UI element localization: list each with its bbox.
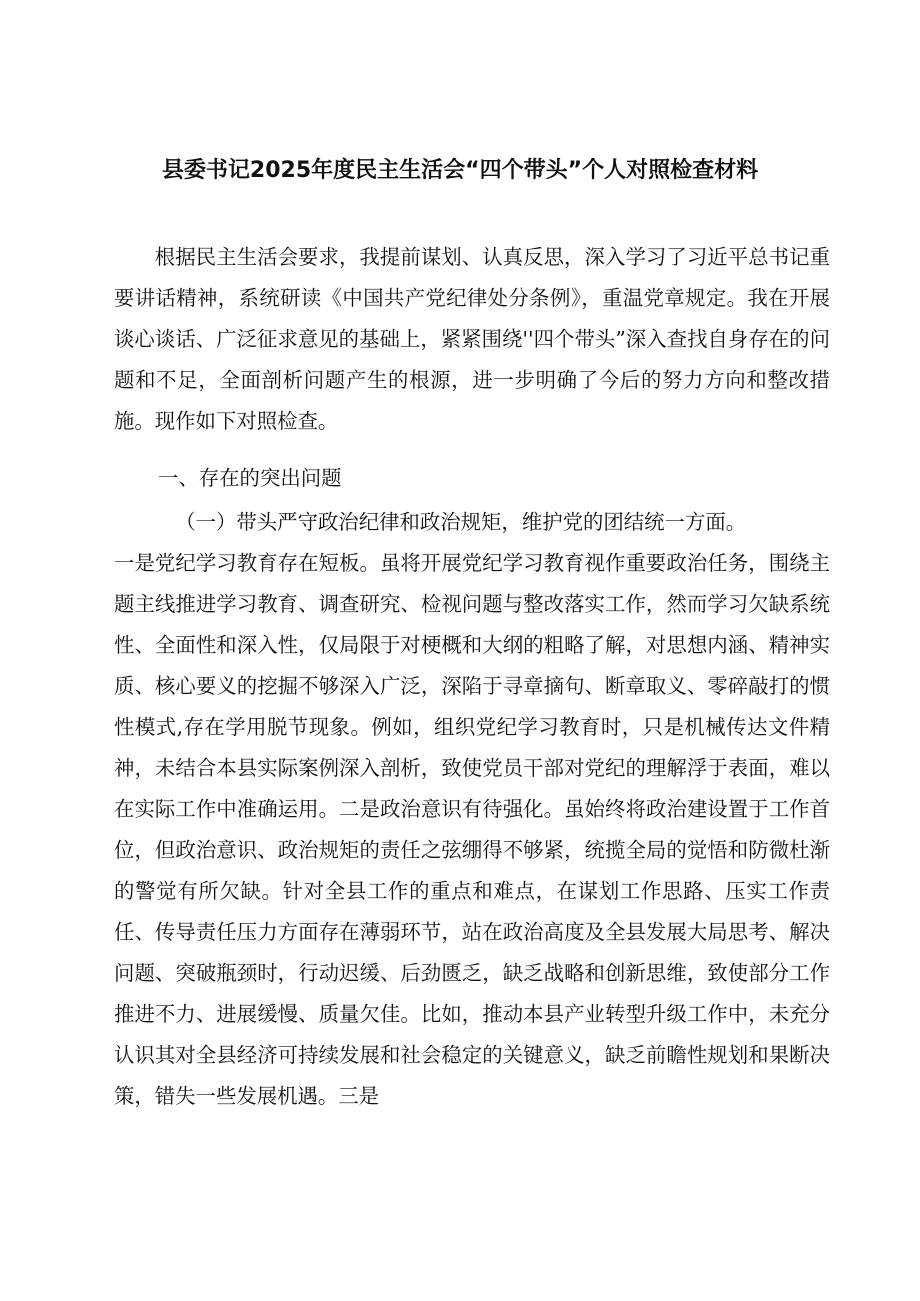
intro-paragraph: 根据民主生活会要求，我提前谋划、认真反思，深入学习了习近平总书记重要讲话精神，系统研读《中国共产党纪律处分条例》，重温党章规定。我在开展谈心谈话、广泛征求意见的基础上，紧紧围绕''四个带头”深入查找自身存在的问题和不足，全面剖析问题产生的根源，进一步明确了今后的努力方向和整改措施。现作如下对照检查。 xyxy=(114,245,830,433)
subsection-body-paragraph: 一是党纪学习教育存在短板。虽将开展党纪学习教育视作重要政治任务，围绕主题主线推进学习教育、调查研究、检视问题与整改落实工作，然而学习欠缺系统性、全面性和深入性，仅局限于对梗概和大纲的粗略了解，对思想内涵、精神实质、核心要义的挖掘不够深入广泛，深陷于寻章摘句、断章取义、零碎敲打的惯性模式,存在学用脱节现象。例如，组织党纪学习教育时，只是机械传达文件精神，未结合本县实际案例深入剖析，致使党员干部对党纪的理解浮于表面，难以在实际工作中准确运用。二是政治意识有待强化。虽始终将政治建设置于工作首位，但政治意识、政治规矩的责任之弦绷得不够紧，统揽全局的觉悟和防微杜渐的警觉有所欠缺。针对全县工作的重点和难点，在谋划工作思路、压实工作责任、传导责任压力方面存在薄弱环节，站在政治高度及全县发展大局思考、解决问题、突破瓶颈时，行动迟缓、后劲匮乏，缺乏战略和创新思维，致使部分工作推进不力、进展缓慢、质量欠佳。比如，推动本县产业转型升级工作中，未充分认识其对全县经济可持续发展和社会稳定的关键意义，缺乏前瞻性规划和果断决策，错失一些发展机遇。三是 xyxy=(114,551,830,1108)
document-title: 县委书记2025年度民主生活会“四个带头”个人对照检查材料 xyxy=(161,158,759,183)
section-heading-problems: 一、存在的突出问题 xyxy=(158,466,342,490)
subsection-heading-political-discipline: （一）带头严守政治纪律和政治规矩，维护党的团结统一方面。 xyxy=(175,510,747,534)
